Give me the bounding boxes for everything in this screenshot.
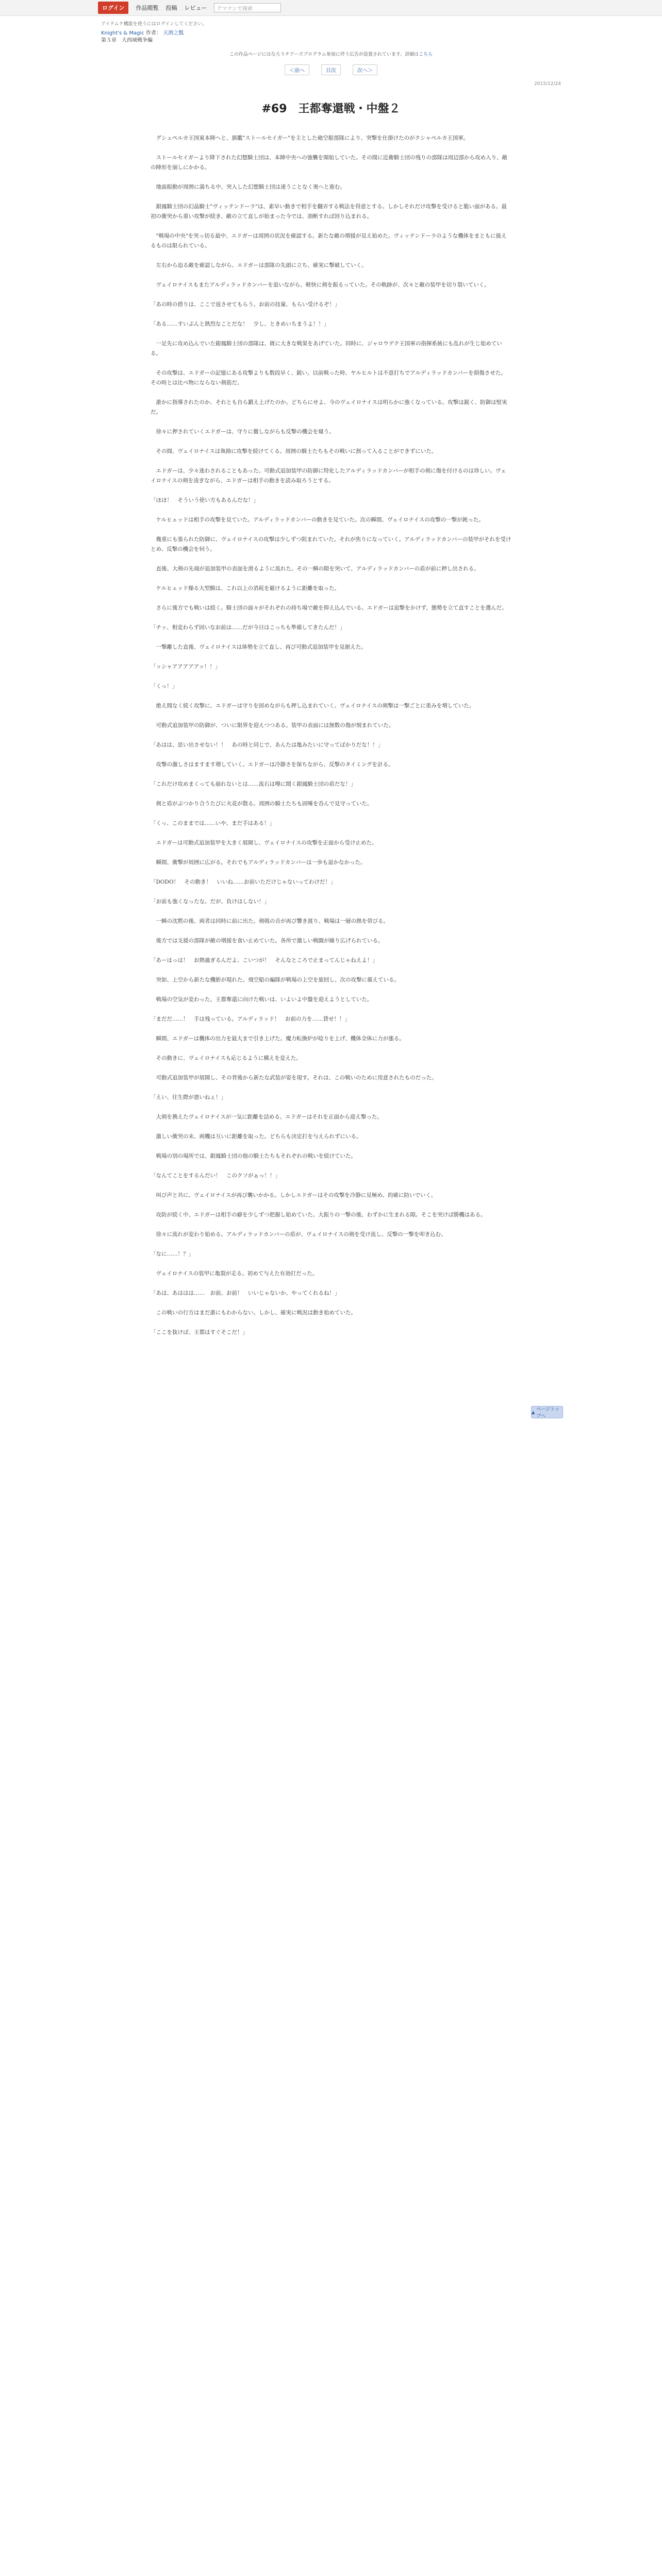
novel-paragraph: 可動式追加装甲の防御が、ついに限界を迎えつつある。装甲の表面には無数の傷が刻まれていた。 [156,722,394,728]
dialogue-line: 「チッ、相変わらず固いなお前は……だが今日はこっちも準備してきたんだ！」 [151,624,345,631]
novel-paragraph: 突如、上空から新たな機影が現れた。飛空船の編隊が戦場の上空を旋回し、次の攻撃に備えている。 [156,977,400,983]
nav-post-link[interactable]: 投稿 [166,5,177,11]
chapter-title: #69 王都奪還戦・中盤２ [261,103,401,115]
main-content [99,20,563,1419]
novel-paragraph: 大剣を携えたヴェイロナイスが一気に距離を詰める。エドガーはそれを正面から迎え撃った。 [156,1114,383,1120]
novel-paragraph: 瞬間、衝撃が周囲に広がる。それでもアルディラッドカンバーは一歩も退かなかった。 [156,859,366,866]
chapter-group: 第５章 大西域戦争編 [101,38,153,43]
novel-paragraph: ヴェイロナイスの装甲に亀裂が走る。初めて与えた有効打だった。 [156,1270,318,1277]
dialogue-line: 「あーはっは！ お熱過ぎるんだよ、こいつが！ そんなところで止まってんじゃねえよ！」 [151,957,378,963]
novel-paragraph: 地面振動が周囲に満ちる中、突入した幻想騎士団は迷うことなく奥へと進む。 [156,184,345,190]
login-notice [101,20,563,27]
ad-notice-link[interactable]: こちら [419,52,433,57]
dialogue-line: 「あは、あははは…… お前、お前！ いいじゃないか、やってくれるね！」 [151,1290,340,1296]
dialogue-line: 「あの時の借りは、ここで返させてもらう。お前の技量、もらい受けるぞ！」 [151,301,340,308]
prev-chapter-link[interactable]: ＜前へ [285,64,309,75]
novel-paragraph: 誰かに指導されたのか、それとも自ら鍛え上げたのか。どちらにせよ、今のヴェイロナイスは明らかに強くなっている。攻撃は鋭く、防御は堅実だ。 [151,399,507,415]
novel-paragraph: 叫び声と共に、ヴェイロナイスが再び襲いかかる。しかしエドガーはその攻撃を冷静に見極め、的確に防いでいく。 [156,1192,437,1198]
novel-paragraph: 左右から迫る敵を確認しながら、エドガーは部隊の先頭に立ち、確実に撃破していく。 [156,262,367,268]
novel-body [151,133,511,1337]
novel-paragraph: ストールセイガーより降下された幻想騎士団は、本陣中央への強襲を開始していた。その間に近衛騎士団の残りの部隊は周辺部から攻め入り、敵の陣形を崩しにかかる。 [151,155,508,171]
dialogue-line: 「お前も強くなったな。だが、負けはしない！」 [151,899,270,905]
novel-paragraph: 一瞬の沈黙の後、両者は同時に前に出た。剣戟の音が再び響き渡り、戦場は一層の熱を帯びる。 [156,918,389,924]
novel-paragraph: さらに後方でも戦いは続く。騎士団の面々がそれぞれの持ち場で敵を抑え込んでいる。エドガーは追撃をかけず、態勢を立て直すことを選んだ。 [156,605,507,611]
ad-notice-text: この作品ページにはなろうチアーズプログラム参加に伴う広告が設置されています。詳細は [229,52,419,57]
novel-paragraph: 絶え間なく続く攻撃に、エドガーは守りを固めながらも押し込まれていく。ヴェイロナイスの剣撃は一撃ごとに重みを増していた。 [156,703,475,709]
dialogue-line: 「DODO！ その動き！ いいね……お前いただけじゃないってわけだ！」 [151,879,336,885]
novel-paragraph: エドガーは可動式追加装甲を大きく展開し、ヴェイロナイスの攻撃を正面から受け止めた。 [156,840,377,846]
novel-paragraph: 一撃離した直後、ヴェイロナイスは体勢を立て直し、再び可動式追加装甲を見据えた。 [156,644,367,650]
novel-paragraph: ヴェイロナイスもまたアルディラッドカンバーを追いながら、軽快に剣を振るっていた。その軌跡が、次々と敵の装甲を切り裂いていく。 [156,282,490,288]
novel-paragraph: 瞬間、エドガーは機体の出力を最大まで引き上げた。魔力転換炉が唸りを上げ、機体全体に力が漲る。 [156,1036,405,1042]
page-top-button[interactable] [531,1406,563,1418]
work-title-link[interactable]: Knight's & Magic [101,30,144,36]
dialogue-line: 「これだけ攻めまくっても崩れないとは……流石は噂に聞く銀鳳騎士団の盾だな！」 [151,781,356,787]
novel-paragraph: 後方では支援の部隊が敵の増援を食い止めていた。各所で激しい戦闘が繰り広げられている。 [156,938,384,944]
arrow-up-icon: ▲ [532,1410,535,1415]
author-label: 作者： [145,30,161,36]
novel-paragraph: 幾重にも張られた防御に、ヴェイロナイスの攻撃は少しずつ阻まれていた。それが焦りになっていく。アルディラッドカンバーの装甲がそれを受けとめ、反撃の機会を伺う。 [151,536,511,552]
novel-paragraph: 激しい衝突の末、両機は互いに距離を取った。どちらも決定打を与えられずにいる。 [156,1133,362,1140]
novel-paragraph: 攻防が続く中、エドガーは相手の癖を少しずつ把握し始めていた。大振りの一撃の後、わずかに生まれる隙。そこを突けば勝機はある。 [156,1212,486,1218]
nav-browse-link[interactable]: 作品閲覧 [136,5,159,11]
novel-paragraph: 剣と盾がぶつかり合うたびに火花が散る。周囲の騎士たちも固唾を呑んで見守っていた。 [156,801,373,807]
novel-paragraph: 直後、大剣の先端が追加装甲の表面を滑るように流れた。その一瞬の隙を突いて、アルディラッドカンバーの盾が前に押し出される。 [156,566,479,572]
page-top-label: ページトップへ [536,1407,559,1419]
toc-link[interactable]: 目次 [321,64,341,75]
novel-paragraph: 戦場の空気が変わった。王都奪還に向けた戦いは、いよいよ中盤を迎えようとしていた。 [156,996,373,1003]
novel-paragraph: ケルヒェッドは相手の攻撃を見ていた。アルディラッドカンバーの動きを見ていた。次の瞬間、ヴェイロナイスの攻撃の一撃が鈍った。 [156,517,484,523]
novel-paragraph: その動きに、ヴェイロナイスも応じるように構えを変えた。 [156,1055,302,1061]
novel-paragraph: エドガーは、少々迷わされることもあった。可動式追加装甲の防御に特化したアルディラッドカンバーが相手の剣に傷を付けるのは珍しい。ヴェイロナイスの剣を凌ぎながら、エドガーは相手の動きを読み取ろうとする。 [151,468,506,484]
novel-paragraph: 銀鳳騎士団の幻晶騎士"ヴィッテンドーラ"は、素早い動きで相手を翻弄する戦法を得意とする。しかしそれだけ攻撃を受けると脆い面がある。最初の衝突から重い攻撃が続き、敵の立て直しが始まった今では、油断すれば回り込まれる。 [151,204,507,219]
novel-paragraph: 徐々に流れが変わり始める。アルディラッドカンバーの盾が、ヴェイロナイスの剣を受け流し、反撃の一撃を叩き込む。 [156,1231,446,1238]
author-link[interactable]: 天酒之瓢 [163,30,184,36]
top-navigation-bar [0,0,662,16]
dialogue-line: 「あはは、思い出させない！！ あの時と同じで、あんたは亀みたいに守ってばかりだな！！」 [151,742,384,748]
novel-paragraph: 徐々に押されていくエドガーは、守りに徹しながらも反撃の機会を窺う。 [156,429,335,435]
dialogue-line: 「まだだ……！ 手は残っている。アルディラッド！ お前の力を……貸せ！！」 [151,1016,351,1022]
novel-paragraph: グシュペルカ王国東本陣へと、旗艦"ストールセイガー"を主とした砲空船部隊により、突撃を仕掛けたのがクシャペルカ王国軍。 [156,135,469,141]
dialogue-line: 「くっ！」 [151,683,178,689]
search-input[interactable]: アマナンで探索 [214,3,281,12]
dialogue-line: 「なんてことをするんだい！ このクソがぁっ！！」 [151,1173,280,1179]
novel-paragraph: 一足先に攻め込んでいた銀鳳騎士団の部隊は、既に大きな戦果をあげていた。同時に、ジャロウデク王国軍の指揮系統にも乱れが生じ始めている。 [151,341,502,357]
dialogue-line: 「ここを抜けば、王都はすぐそこだ！」 [151,1329,248,1335]
dialogue-line: 「えい、往生際が悪いねぇ！」 [151,1094,226,1100]
novel-paragraph: その攻撃は、エドガーの記憶にある攻撃よりも数段早く、鋭い。以前戦った時、ヤルヒルトは不意打ちでアルディラッドカンバーを損傷させた。その時とは比べ物にならない剣筋だ。 [151,370,506,386]
publish-date: 2015/12/24 [534,81,561,87]
dialogue-line: 「ある……すいぶんと熱烈なことだな！ 少し、ときめいちまうよ！！」 [151,321,329,327]
login-notice-text: アイテムケ機能を使うにはログインしてください。 [101,22,207,27]
novel-paragraph: この戦いの行方はまだ誰にもわからない。しかし、確実に戦況は動き始めていた。 [156,1310,356,1316]
ad-notice [99,50,563,57]
login-button[interactable]: ログイン [98,2,128,14]
novel-paragraph: 可動式追加装甲が展開し、その背後から新たな武装が姿を現す。それは、この戦いのために用意されたものだった。 [156,1075,437,1081]
novel-paragraph: その間、ヴェイロナイスは執拗に攻撃を続けてくる。周囲の騎士たちもその戦いに割って入ることができずにいた。 [156,448,437,454]
chapter-nav [285,64,377,75]
novel-paragraph: ケルヒェッド操る大型騎は、これ以上の消耗を避けるように距離を取った。 [156,585,340,591]
novel-paragraph: "戦場の中央"を突っ切る最中、エドガーは周囲の状況を確認する。新たな敵の増援が見え始めた。ヴィッテンドーラのような機体をまともに扱えるものは限られている。 [151,233,507,249]
nav-review-link[interactable]: レビュー [184,5,207,11]
work-meta [101,30,561,44]
dialogue-line: 「くっ、このままでは……いや、まだ手はある！」 [151,820,275,826]
dialogue-line: 「ほほ！ そういう使い方もあるんだな！」 [151,497,259,503]
next-chapter-link[interactable]: 次へ＞ [353,64,377,75]
dialogue-line: 「ッシャアアアアアッ！！」 [151,664,221,670]
dialogue-line: 「なに……！？」 [151,1251,194,1257]
novel-paragraph: 攻撃の激しさはますます増していく。エドガーは冷静さを保ちながら、反撃のタイミングを計る。 [156,761,394,768]
novel-paragraph: 戦場の別の場所では、銀鳳騎士団の他の騎士たちもそれぞれの戦いを続けていた。 [156,1153,356,1159]
